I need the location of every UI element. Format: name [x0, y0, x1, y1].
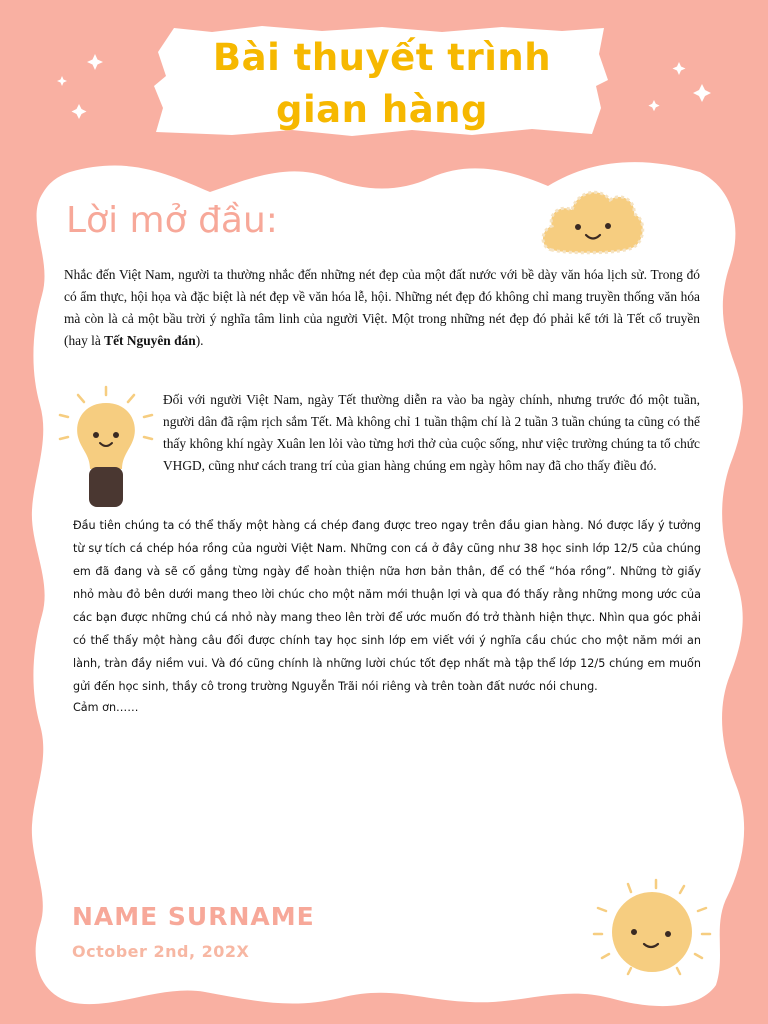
- section-heading: Lời mở đầu:: [66, 200, 278, 241]
- title-line-1: Bài thuyết trình: [212, 36, 552, 79]
- author-name: NAME SURNAME: [72, 902, 315, 931]
- intro-paragraph-end: ).: [195, 333, 204, 348]
- presentation-date: October 2nd, 202X: [72, 942, 250, 961]
- booth-paragraph: Đầu tiên chúng ta có thể thấy một hàng cá chép đang được treo ngay trên đầu gian hàng. Nó được lấy ý tưởng từ sự tích cá chép hóa rồng của người Việt Nam. Những con cá ở đây cũng như 38 học sinh lớp 12/5 của chúng em đã đang và sẽ cố gắng từng ngày để hoàn thiện nữa hơn bản thân, để có thể “hóa rồng”. Những tờ giấy nhỏ màu đỏ bên dưới mang theo lời chúc cho một năm mới thuận lợi và qua đó thấy rằng những mong ước của các bạn được những chú cá nhỏ này mang theo lên trời để ước muốn đó trở thành hiện thực. Nhìn qua góc phải có thể thấy một hàng câu đối được chính tay học sinh lớp em viết với ý nghĩa cầu chúc cho một năm mới an lành, tràn đầy niềm vui. Và đó cũng chính là những lười chúc tốt đẹp nhất mà tập thể lớp 12/5 chúng em muốn gửi đến học sinh, thầy cô trong trường Nguyễn Trãi nói riêng và trên toàn đất nước nói chung.: [73, 519, 701, 693]
- intro-paragraph-bold: Tết Nguyên đán: [104, 333, 196, 348]
- title-line-2: gian hàng: [276, 88, 488, 131]
- tet-paragraph: Đối với người Việt Nam, ngày Tết thường diễn ra vào ba ngày chính, nhưng trước đó một tuần, người dân đã rậm rịch sắm Tết. Mà không chỉ 1 tuần thậm chí là 2 tuần 3 tuần chúng ta cũng có thể thấy không khí ngày Xuân len lỏi vào từng hơi thở của cuộc sống, như việc trường chúng ta tổ chức VHGD, cũng như cách trang trí của gian hàng chúng em ngày hôm nay đã cho thấy điều đó.: [163, 392, 700, 473]
- intro-paragraph: [64, 264, 700, 352]
- cloud-icon: [538, 182, 648, 258]
- intro-paragraph-text: Nhắc đến Việt Nam, người ta thường nhắc đến những nét đẹp của một đất nước với bề dày văn hóa lịch sử. Trong đó có ẩm thực, hội họa và đặc biệt là nét đẹp về văn hóa lễ, hội. Những nét đẹp đó không chỉ mang truyền thống văn hóa mà còn là cả một bầu trời ý nghĩa tâm linh của người Việt. Một trong những nét đẹp đó phải kể tới là Tết cổ truyền (hay là: [64, 267, 700, 348]
- sun-icon: [590, 878, 714, 978]
- thanks-text: Cảm ơn……: [73, 701, 139, 714]
- lightbulb-icon: [56, 385, 156, 513]
